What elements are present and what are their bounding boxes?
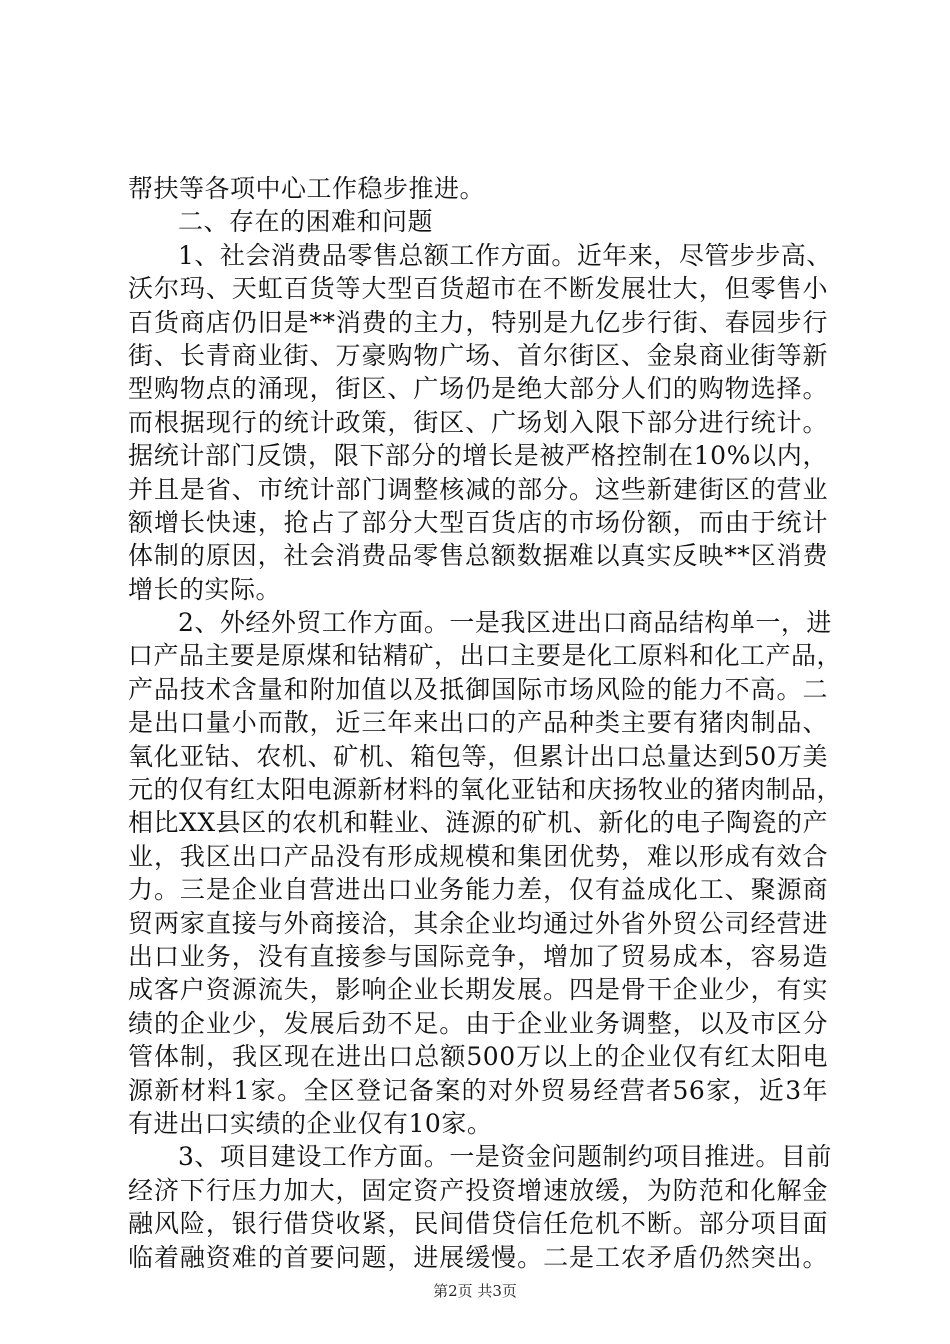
text-line: 管体制，我区现在进出口总额500万以上的企业仅有红太阳电 bbox=[128, 1042, 828, 1072]
text-line: 二、存在的困难和问题 bbox=[178, 207, 434, 237]
text-line: 氧化亚钴、农机、矿机、箱包等，但累计出口总量达到50万美 bbox=[128, 741, 828, 771]
text-line: 1、社会消费品零售总额工作方面。近年来，尽管步步高、 bbox=[178, 240, 832, 270]
text-line: 元的仅有红太阳电源新材料的氧化亚钴和庆扬牧业的猪肉制品， bbox=[128, 775, 843, 805]
text-line: 临着融资难的首要问题，进展缓慢。二是工农矛盾仍然突出。 bbox=[128, 1242, 828, 1272]
text-line: 是出口量小而散，近三年来出口的产品种类主要有猪肉制品、 bbox=[128, 708, 828, 738]
text-line: 业，我区出口产品没有形成规模和集团优势，难以形成有效合 bbox=[128, 841, 828, 871]
text-line: 2、外经外贸工作方面。一是我区进出口商品结构单一，进 bbox=[178, 608, 832, 638]
text-line: 绩的企业少，发展后劲不足。由于企业业务调整，以及市区分 bbox=[128, 1008, 828, 1038]
text-line: 3、项目建设工作方面。一是资金问题制约项目推进。目前 bbox=[178, 1142, 832, 1172]
text-line: 出口业务，没有直接参与国际竞争，增加了贸易成本，容易造 bbox=[128, 941, 828, 971]
text-line: 街、长青商业街、万豪购物广场、首尔街区、金泉商业街等新 bbox=[128, 340, 828, 370]
text-line: 产品技术含量和附加值以及抵御国际市场风险的能力不高。二 bbox=[128, 674, 828, 704]
text-line: 口产品主要是原煤和钴精矿，出口主要是化工原料和化工产品， bbox=[128, 641, 843, 671]
text-line: 经济下行压力加大，固定资产投资增速放缓，为防范和化解金 bbox=[128, 1175, 828, 1205]
text-line: 并且是省、市统计部门调整核减的部分。这些新建街区的营业 bbox=[128, 474, 828, 504]
document-body bbox=[128, 172, 843, 1274]
text-line: 型购物点的涌现，街区、广场仍是绝大部分人们的购物选择。 bbox=[128, 374, 828, 404]
text-line: 有进出口实绩的企业仅有10家。 bbox=[128, 1108, 493, 1138]
text-line: 体制的原因，社会消费品零售总额数据难以真实反映**区消费 bbox=[128, 541, 828, 571]
text-line: 帮扶等各项中心工作稳步推进。 bbox=[128, 174, 486, 203]
page-footer: 第2页 共3页 bbox=[433, 1282, 517, 1300]
text-line: 相比XX县区的农机和鞋业、涟源的矿机、新化的电子陶瓷的产 bbox=[128, 808, 828, 838]
text-line: 额增长快速，抢占了部分大型百货店的市场份额，而由于统计 bbox=[128, 507, 828, 537]
text-line: 百货商店仍旧是**消费的主力，特别是九亿步行街、春园步行 bbox=[128, 307, 828, 337]
text-line: 而根据现行的统计政策，街区、广场划入限下部分进行统计。 bbox=[128, 407, 828, 437]
text-line: 融风险，银行借贷收紧，民间借贷信任危机不断。部分项目面 bbox=[128, 1209, 828, 1239]
text-line: 沃尔玛、天虹百货等大型百货超市在不断发展壮大，但零售小 bbox=[128, 274, 828, 304]
text-line: 增长的实际。 bbox=[128, 574, 282, 604]
text-line: 据统计部门反馈，限下部分的增长是被严格控制在10%以内， bbox=[128, 441, 828, 471]
text-line: 贸两家直接与外商接洽，其余企业均通过外省外贸公司经营进 bbox=[128, 908, 828, 938]
text-line: 源新材料1家。全区登记备案的对外贸易经营者56家，近3年 bbox=[128, 1075, 828, 1105]
text-line: 成客户资源流失，影响企业长期发展。四是骨干企业少，有实 bbox=[128, 975, 828, 1005]
text-line: 力。三是企业自营进出口业务能力差，仅有益成化工、聚源商 bbox=[128, 875, 828, 905]
